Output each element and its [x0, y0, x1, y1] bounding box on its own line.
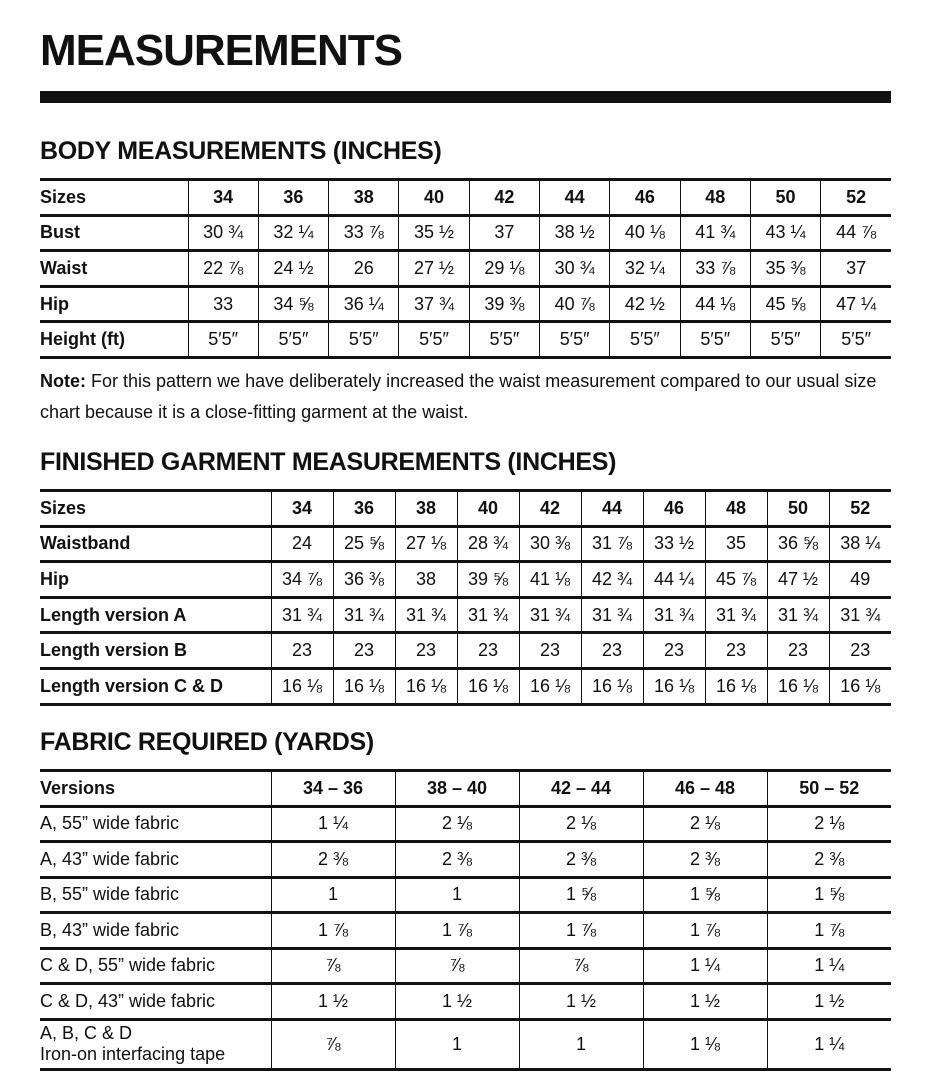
body-value-cell: 37 — [821, 251, 891, 287]
body-value-cell: 36 ¼ — [329, 286, 399, 322]
garment-value-cell: 23 — [767, 633, 829, 669]
body-value-cell: 27 ½ — [399, 251, 469, 287]
fabric-value-cell: 1 ½ — [643, 984, 767, 1020]
garment-value-cell: 27 ⅛ — [395, 526, 457, 562]
body-header-cell: 38 — [329, 180, 399, 216]
body-value-cell: 5′5″ — [750, 322, 820, 358]
garment-value-cell: 31 ¾ — [519, 597, 581, 633]
body-value-cell: 26 — [329, 251, 399, 287]
fabric-value-cell: 1 ⅛ — [643, 1019, 767, 1069]
body-row-label: Height (ft) — [40, 322, 188, 358]
fabric-value-cell: ⅞ — [395, 948, 519, 984]
garment-measurements-heading: FINISHED GARMENT MEASUREMENTS (INCHES) — [40, 448, 617, 476]
garment-measurements-table — [40, 489, 891, 706]
garment-value-cell: 16 ⅛ — [457, 668, 519, 704]
table-row — [40, 597, 891, 633]
body-value-cell: 22 ⅞ — [188, 251, 258, 287]
garment-row-label: Waistband — [40, 526, 271, 562]
body-value-cell: 37 ¾ — [399, 286, 469, 322]
fabric-header-cell: 46 – 48 — [643, 771, 767, 807]
body-row-label: Hip — [40, 286, 188, 322]
body-value-cell: 35 ⅜ — [750, 251, 820, 287]
garment-value-cell: 31 ¾ — [395, 597, 457, 633]
body-value-cell: 41 ¾ — [680, 215, 750, 251]
body-value-cell: 5′5″ — [469, 322, 539, 358]
garment-value-cell: 33 ½ — [643, 526, 705, 562]
body-row-label: Waist — [40, 251, 188, 287]
fabric-value-cell: ⅞ — [271, 1019, 395, 1069]
garment-value-cell: 16 ⅛ — [333, 668, 395, 704]
garment-value-cell: 23 — [333, 633, 395, 669]
fabric-value-cell: ⅞ — [271, 948, 395, 984]
fabric-value-cell: 1 ½ — [767, 984, 891, 1020]
garment-value-cell: 23 — [271, 633, 333, 669]
garment-value-cell: 45 ⅞ — [705, 562, 767, 598]
garment-value-cell: 31 ¾ — [767, 597, 829, 633]
garment-header-cell: 40 — [457, 491, 519, 527]
fabric-row-label: C & D, 55” wide fabric — [40, 948, 271, 984]
fabric-value-cell: 1 ⅞ — [643, 913, 767, 949]
body-header-cell: 50 — [750, 180, 820, 216]
body-value-cell: 32 ¼ — [610, 251, 680, 287]
garment-value-cell: 31 ¾ — [829, 597, 891, 633]
note-label: Note: — [40, 371, 86, 391]
fabric-value-cell: 1 ⅞ — [767, 913, 891, 949]
body-value-cell: 30 ¾ — [539, 251, 609, 287]
garment-value-cell: 16 ⅛ — [395, 668, 457, 704]
garment-header-cell: 42 — [519, 491, 581, 527]
body-value-cell: 33 — [188, 286, 258, 322]
table-row — [40, 877, 891, 913]
garment-value-cell: 49 — [829, 562, 891, 598]
garment-header-cell: 44 — [581, 491, 643, 527]
garment-row-label: Hip — [40, 562, 271, 598]
table-row — [40, 842, 891, 878]
fabric-header-label: Versions — [40, 771, 271, 807]
table-row — [40, 251, 891, 287]
table-row — [40, 633, 891, 669]
fabric-value-cell: 1 ⅞ — [271, 913, 395, 949]
body-value-cell: 34 ⅝ — [258, 286, 328, 322]
garment-value-cell: 28 ¾ — [457, 526, 519, 562]
garment-value-cell: 39 ⅝ — [457, 562, 519, 598]
garment-header-cell: 50 — [767, 491, 829, 527]
fabric-required-heading: FABRIC REQUIRED (YARDS) — [40, 728, 374, 756]
fabric-value-cell: 2 ⅛ — [767, 806, 891, 842]
garment-value-cell: 24 — [271, 526, 333, 562]
fabric-row-label: A, 43” wide fabric — [40, 842, 271, 878]
garment-value-cell: 31 ¾ — [271, 597, 333, 633]
body-value-cell: 5′5″ — [258, 322, 328, 358]
row-label-line-1: A, B, C & D — [40, 1023, 133, 1044]
garment-header-cell: 46 — [643, 491, 705, 527]
garment-value-cell: 23 — [395, 633, 457, 669]
fabric-value-cell: 1 ⅞ — [395, 913, 519, 949]
garment-value-cell: 16 ⅛ — [829, 668, 891, 704]
garment-value-cell: 23 — [643, 633, 705, 669]
body-value-cell: 42 ½ — [610, 286, 680, 322]
garment-row-label: Length version B — [40, 633, 271, 669]
row-label-line-2: Iron-on interfacing tape — [40, 1044, 226, 1064]
note-text: For this pattern we have deliberately increased the waist measurement compared to our usual size chart because it is a close-fitting garment at the waist. — [40, 371, 877, 422]
table-row — [40, 526, 891, 562]
body-row-label: Bust — [40, 215, 188, 251]
garment-value-cell: 16 ⅛ — [581, 668, 643, 704]
garment-value-cell: 41 ⅛ — [519, 562, 581, 598]
table-row — [40, 806, 891, 842]
garment-value-cell: 44 ¼ — [643, 562, 705, 598]
table-row — [40, 984, 891, 1020]
garment-value-cell: 23 — [457, 633, 519, 669]
fabric-value-cell: 1 ¼ — [767, 948, 891, 984]
fabric-row-label: A, 55” wide fabric — [40, 806, 271, 842]
garment-value-cell: 38 ¼ — [829, 526, 891, 562]
note — [40, 366, 891, 428]
garment-header-cell: 34 — [271, 491, 333, 527]
fabric-value-cell: 2 ⅛ — [519, 806, 643, 842]
garment-value-cell: 31 ¾ — [705, 597, 767, 633]
fabric-value-cell: 2 ⅜ — [767, 842, 891, 878]
body-value-cell: 5′5″ — [680, 322, 750, 358]
body-header-cell: 42 — [469, 180, 539, 216]
garment-value-cell: 23 — [519, 633, 581, 669]
fabric-header-cell: 50 – 52 — [767, 771, 891, 807]
body-value-cell: 39 ⅜ — [469, 286, 539, 322]
body-value-cell: 38 ½ — [539, 215, 609, 251]
body-value-cell: 44 ⅞ — [821, 215, 891, 251]
garment-value-cell: 36 ⅜ — [333, 562, 395, 598]
fabric-header-cell: 38 – 40 — [395, 771, 519, 807]
body-value-cell: 5′5″ — [399, 322, 469, 358]
fabric-value-cell: 1 ¼ — [643, 948, 767, 984]
garment-row-label: Length version A — [40, 597, 271, 633]
garment-value-cell: 23 — [705, 633, 767, 669]
fabric-required-table — [40, 769, 891, 1071]
body-value-cell: 33 ⅞ — [680, 251, 750, 287]
title-rule — [40, 91, 891, 103]
body-value-cell: 33 ⅞ — [329, 215, 399, 251]
body-header-cell: 44 — [539, 180, 609, 216]
garment-row-label: Length version C & D — [40, 668, 271, 704]
body-value-cell: 5′5″ — [539, 322, 609, 358]
body-value-cell: 24 ½ — [258, 251, 328, 287]
body-value-cell: 35 ½ — [399, 215, 469, 251]
fabric-value-cell: 2 ⅜ — [519, 842, 643, 878]
garment-value-cell: 16 ⅛ — [519, 668, 581, 704]
body-measurements-heading: BODY MEASUREMENTS (INCHES) — [40, 137, 442, 165]
fabric-value-cell: 1 ⅝ — [767, 877, 891, 913]
fabric-header-cell: 42 – 44 — [519, 771, 643, 807]
garment-value-cell: 16 ⅛ — [643, 668, 705, 704]
garment-value-cell: 16 ⅛ — [271, 668, 333, 704]
garment-value-cell: 23 — [581, 633, 643, 669]
fabric-value-cell: 1 — [395, 1019, 519, 1069]
body-header-cell: 40 — [399, 180, 469, 216]
table-row — [40, 668, 891, 704]
fabric-value-cell: 1 — [519, 1019, 643, 1069]
fabric-value-cell: 2 ⅛ — [395, 806, 519, 842]
fabric-value-cell: 2 ⅜ — [643, 842, 767, 878]
body-value-cell: 40 ⅞ — [539, 286, 609, 322]
body-header-label: Sizes — [40, 180, 188, 216]
body-value-cell: 45 ⅝ — [750, 286, 820, 322]
garment-value-cell: 36 ⅝ — [767, 526, 829, 562]
garment-header-cell: 36 — [333, 491, 395, 527]
fabric-row-label: C & D, 43” wide fabric — [40, 984, 271, 1020]
garment-value-cell: 35 — [705, 526, 767, 562]
body-value-cell: 44 ⅛ — [680, 286, 750, 322]
garment-value-cell: 16 ⅛ — [705, 668, 767, 704]
body-header-cell: 52 — [821, 180, 891, 216]
fabric-value-cell: 1 ⅝ — [519, 877, 643, 913]
body-value-cell: 30 ¾ — [188, 215, 258, 251]
body-header-row — [40, 180, 891, 216]
body-value-cell: 5′5″ — [329, 322, 399, 358]
body-value-cell: 40 ⅛ — [610, 215, 680, 251]
body-value-cell: 32 ¼ — [258, 215, 328, 251]
garment-value-cell: 31 ¾ — [581, 597, 643, 633]
body-value-cell: 47 ¼ — [821, 286, 891, 322]
garment-value-cell: 16 ⅛ — [767, 668, 829, 704]
garment-value-cell: 34 ⅞ — [271, 562, 333, 598]
body-value-cell: 5′5″ — [188, 322, 258, 358]
fabric-value-cell: 2 ⅜ — [395, 842, 519, 878]
garment-header-cell: 48 — [705, 491, 767, 527]
fabric-value-cell: 1 ⅞ — [519, 913, 643, 949]
body-header-cell: 46 — [610, 180, 680, 216]
fabric-value-cell: 1 ⅝ — [643, 877, 767, 913]
body-value-cell: 43 ¼ — [750, 215, 820, 251]
garment-header-label: Sizes — [40, 491, 271, 527]
garment-value-cell: 31 ⅞ — [581, 526, 643, 562]
garment-value-cell: 31 ¾ — [643, 597, 705, 633]
body-measurements-table — [40, 178, 891, 359]
fabric-value-cell: 2 ⅜ — [271, 842, 395, 878]
table-row — [40, 948, 891, 984]
garment-value-cell: 23 — [829, 633, 891, 669]
fabric-value-cell: 1 ½ — [395, 984, 519, 1020]
fabric-value-cell: 1 — [271, 877, 395, 913]
body-value-cell: 5′5″ — [610, 322, 680, 358]
table-row — [40, 562, 891, 598]
body-header-cell: 36 — [258, 180, 328, 216]
fabric-value-cell: 1 ½ — [519, 984, 643, 1020]
fabric-value-cell: 2 ⅛ — [643, 806, 767, 842]
body-value-cell: 37 — [469, 215, 539, 251]
page-title: MEASUREMENTS — [40, 26, 403, 75]
garment-value-cell: 42 ¾ — [581, 562, 643, 598]
fabric-header-row — [40, 771, 891, 807]
fabric-value-cell: ⅞ — [519, 948, 643, 984]
body-header-cell: 34 — [188, 180, 258, 216]
table-row — [40, 286, 891, 322]
table-row — [40, 1019, 891, 1069]
garment-value-cell: 38 — [395, 562, 457, 598]
table-row — [40, 215, 891, 251]
fabric-header-cell: 34 – 36 — [271, 771, 395, 807]
fabric-value-cell: 1 ½ — [271, 984, 395, 1020]
garment-header-cell: 52 — [829, 491, 891, 527]
table-row — [40, 322, 891, 358]
garment-header-row — [40, 491, 891, 527]
fabric-value-cell: 1 ¼ — [271, 806, 395, 842]
garment-value-cell: 31 ¾ — [333, 597, 395, 633]
garment-value-cell: 25 ⅝ — [333, 526, 395, 562]
body-value-cell: 29 ⅛ — [469, 251, 539, 287]
fabric-value-cell: 1 — [395, 877, 519, 913]
body-header-cell: 48 — [680, 180, 750, 216]
garment-value-cell: 31 ¾ — [457, 597, 519, 633]
fabric-row-label: B, 43” wide fabric — [40, 913, 271, 949]
table-row — [40, 913, 891, 949]
body-value-cell: 5′5″ — [821, 322, 891, 358]
fabric-value-cell: 1 ¼ — [767, 1019, 891, 1069]
garment-value-cell: 47 ½ — [767, 562, 829, 598]
garment-value-cell: 30 ⅜ — [519, 526, 581, 562]
fabric-row-label: B, 55” wide fabric — [40, 877, 271, 913]
fabric-row-label — [40, 1019, 271, 1069]
garment-header-cell: 38 — [395, 491, 457, 527]
